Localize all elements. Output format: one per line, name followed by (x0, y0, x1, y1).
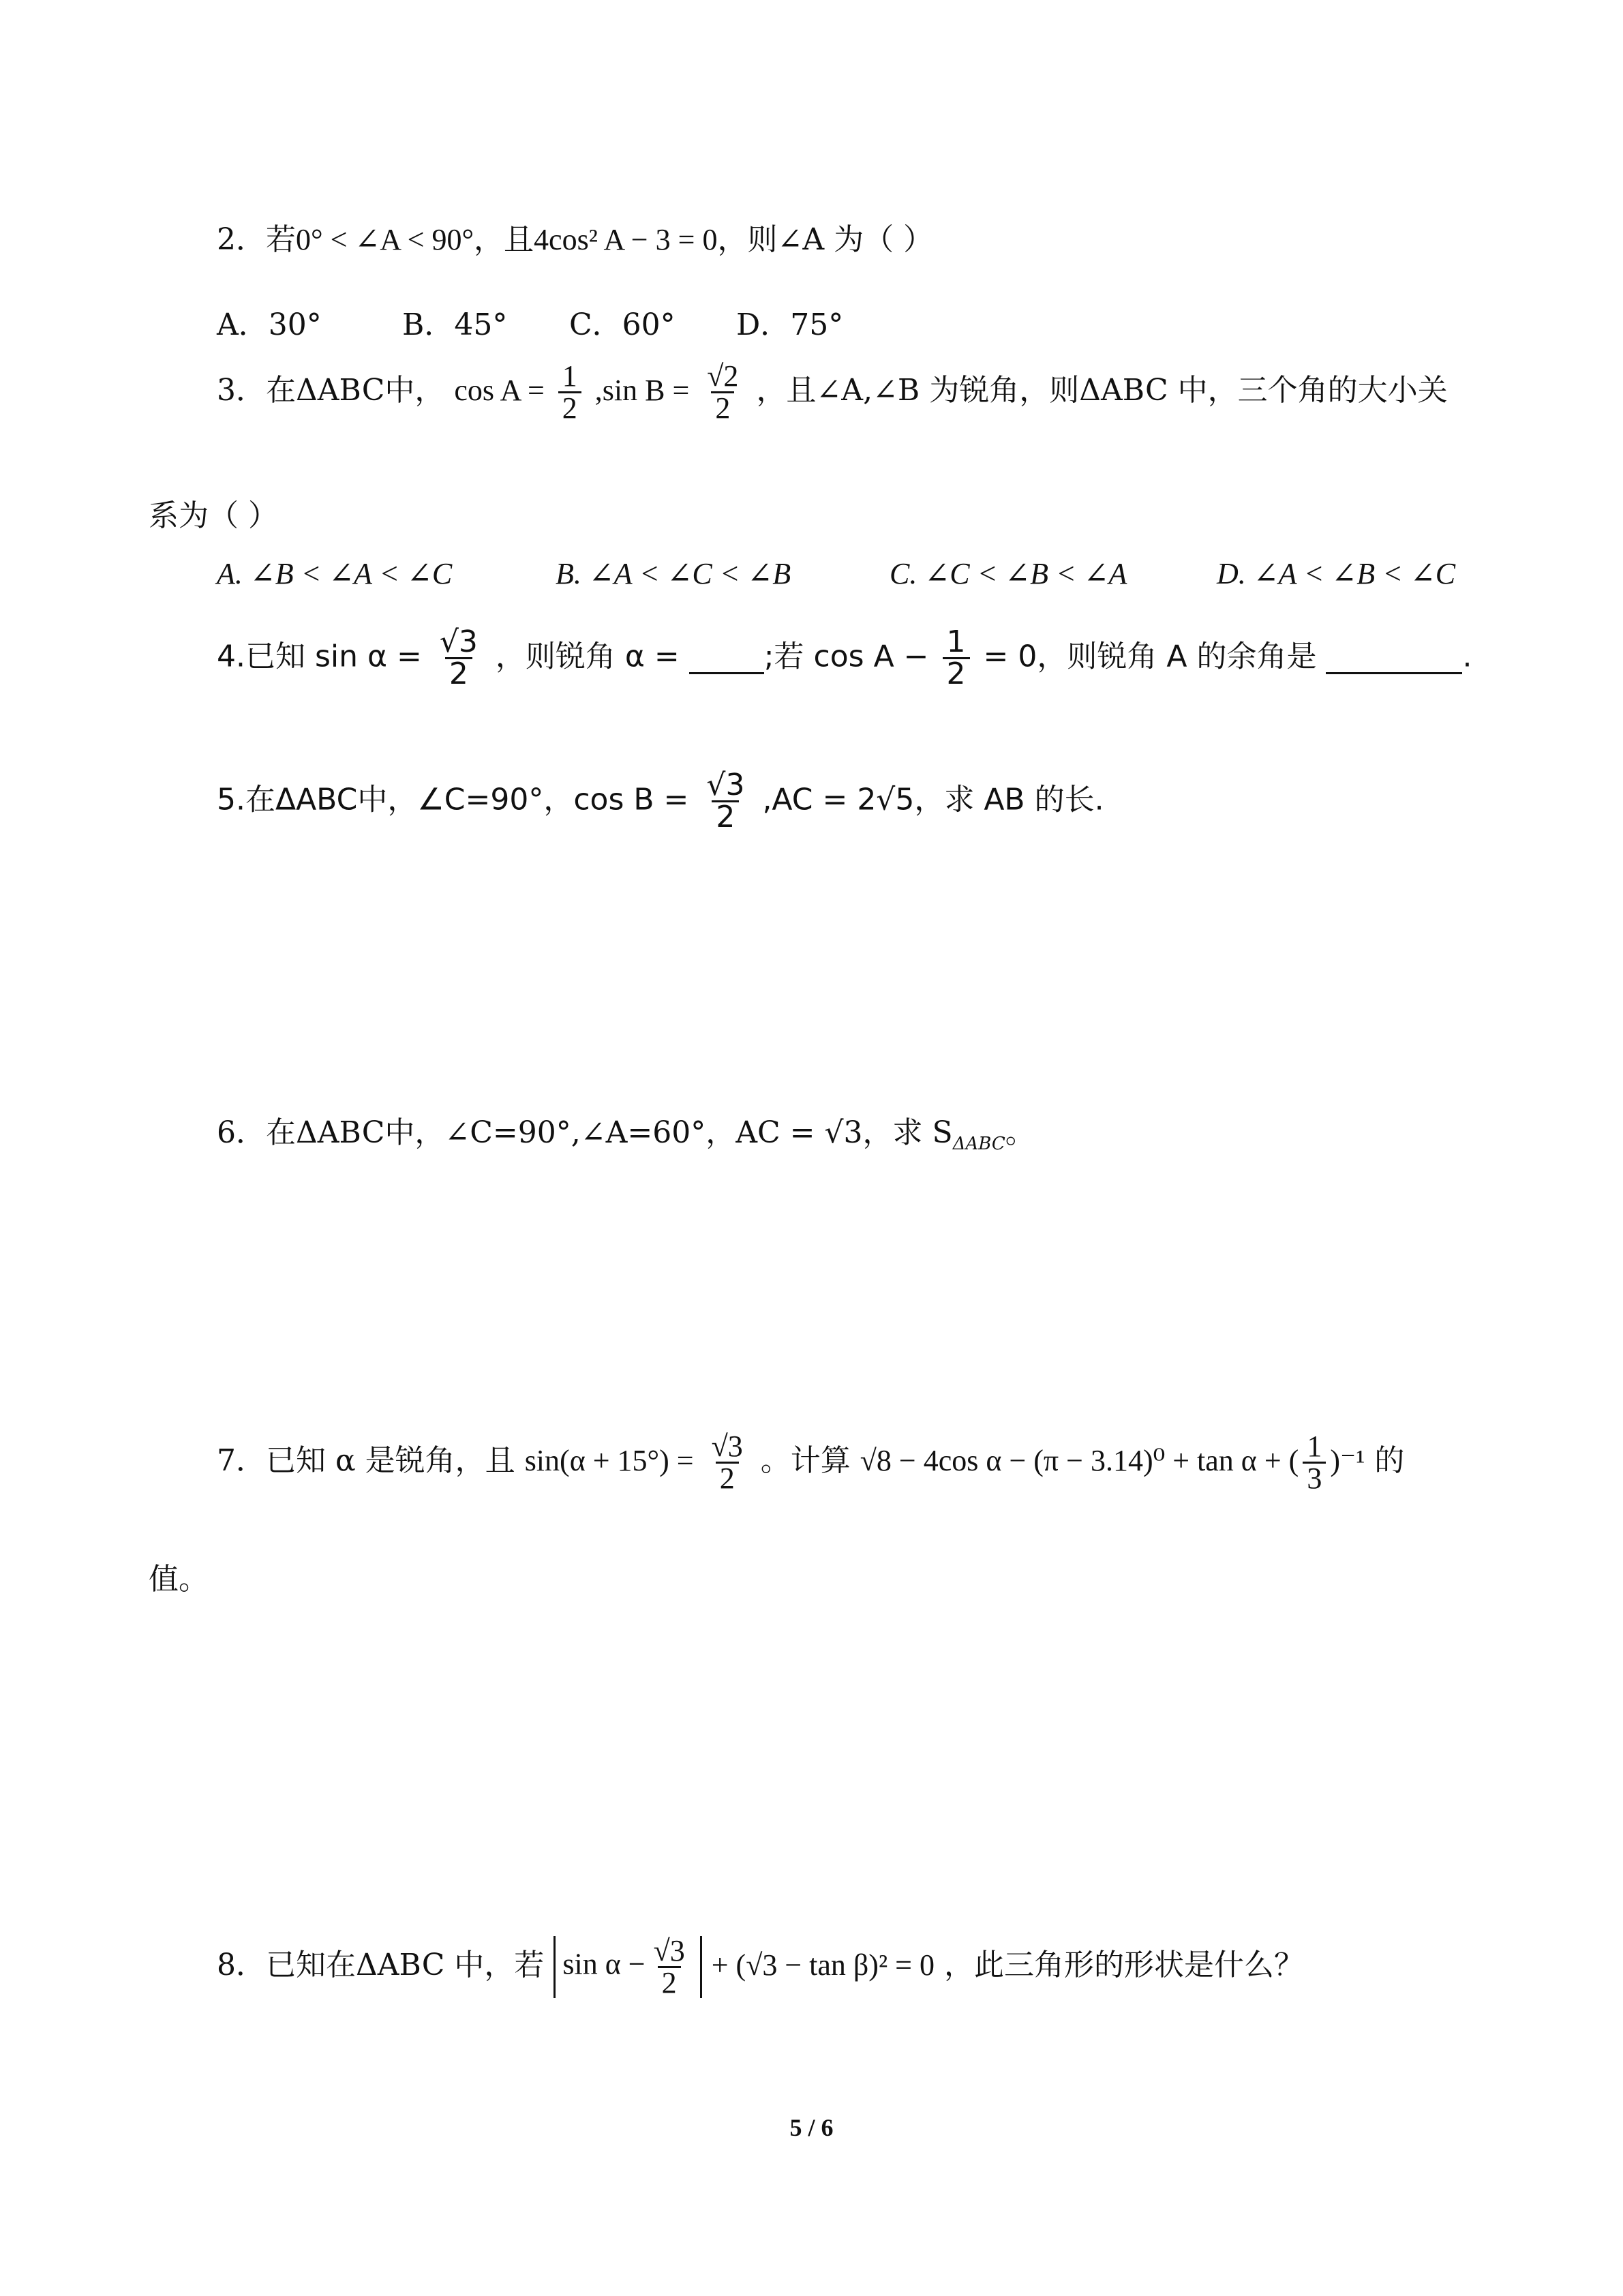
q3-choice-b: B. ∠A < ∠C < ∠B (556, 557, 791, 590)
q6-line (217, 1115, 1035, 1154)
q3-sin-fraction: $\frac{√2}{2}$ (707, 359, 739, 425)
q2-prefix: 2．若 (217, 222, 296, 257)
q2-mid: ，且 (474, 222, 534, 257)
q7-fraction: $\frac{√3}{2}$ (711, 1430, 743, 1495)
page-number: 5 / 6 (789, 2114, 834, 2141)
q5-line (217, 770, 1104, 832)
q8-line (217, 1936, 1304, 1998)
q4-mid: ，则锐角 α = (495, 639, 680, 674)
q4-end: . (1462, 639, 1472, 674)
q8-suffix: ，此三角形的形状是什么？ (943, 1948, 1304, 1982)
q4-mid3: = 0，则锐角 A 的余角是 (983, 639, 1317, 674)
q4-prefix: 4.已知 sin α = (217, 639, 422, 674)
q3-sin-lhs: ,sin B = (594, 374, 690, 407)
q4-line (217, 624, 1472, 691)
q7-fraction-2: $\frac{1}{3}$ (1303, 1432, 1326, 1494)
q7-expr1: √8 − 4cos α − (π − 3.14)⁰ + tan α + ( (860, 1444, 1299, 1477)
q5-prefix: 5.在ΔABC中，∠C=90°，cos B = (217, 782, 689, 817)
q2-choice-b: B．45° (402, 307, 508, 342)
q4-blank-1 (689, 642, 764, 674)
q7-prefix: 7．已知 α 是锐角，且 (217, 1443, 515, 1478)
q2-equation: 4cos² A − 3 = 0 (534, 223, 718, 256)
q6-end: 。 (1005, 1115, 1035, 1150)
q7-line2: 值。 (149, 1562, 209, 1597)
q3-choice-d: D. ∠A < ∠B < ∠C (1217, 557, 1456, 590)
q2-choice-d: D．75° (736, 307, 844, 342)
q2-choice-a: A．30° (217, 307, 322, 342)
q4-blank-2 (1326, 642, 1462, 674)
q7-line (217, 1432, 1404, 1494)
q7-suffix: 的 (1374, 1443, 1405, 1478)
q7-expr2: )⁻¹ (1330, 1444, 1365, 1477)
q2-line (217, 222, 934, 257)
q6-text: 6．在ΔABC中，∠C=90°,∠A=60°，AC = √3，求 S (217, 1115, 953, 1150)
q7-lhs: sin(α + 15°) = (524, 1444, 694, 1477)
q5-suffix: ,AC = 2√5，求 AB 的长. (762, 782, 1104, 817)
q6-subscript: ΔABC (952, 1133, 1005, 1154)
q4-fraction-2: $\frac{1}{2}$ (943, 627, 970, 689)
q2-suffix: ，则∠A 为（ ） (717, 222, 934, 257)
q3-choice-a: A. ∠B < ∠A < ∠C (217, 557, 453, 590)
q2-choice-c: C．60° (569, 307, 676, 342)
q3-suffix: ，且∠A,∠B 为锐角，则ΔABC 中，三个角的大小关 (756, 373, 1448, 408)
q2-condition: 0° < ∠A < 90° (296, 223, 474, 256)
q8-absolute-value: sin α − $\frac{√3}{2}$ (553, 1936, 701, 1998)
q3-cos-fraction: $\frac{1}{2}$ (558, 361, 581, 423)
q4-fraction: $\frac{√3}{2}$ (439, 624, 478, 691)
q4-mid2: ;若 cos A − (763, 639, 929, 674)
q8-fraction: $\frac{√3}{2}$ (653, 1934, 685, 1999)
q5-fraction: $\frac{√3}{2}$ (706, 768, 745, 834)
q3-line (217, 361, 1448, 423)
q7-mid: 。计算 (760, 1443, 851, 1478)
q3-choice-c: C. ∠C < ∠B < ∠A (890, 557, 1127, 590)
q3-line2: 系为（ ） (149, 498, 278, 533)
q8-prefix: 8．已知在ΔABC 中，若 (217, 1948, 545, 1982)
q3-cos-lhs: cos A = (454, 374, 545, 407)
q8-rest: + (√3 − tan β)² = 0 (711, 1948, 935, 1982)
q3-prefix: 3．在ΔABC中， (217, 373, 445, 408)
